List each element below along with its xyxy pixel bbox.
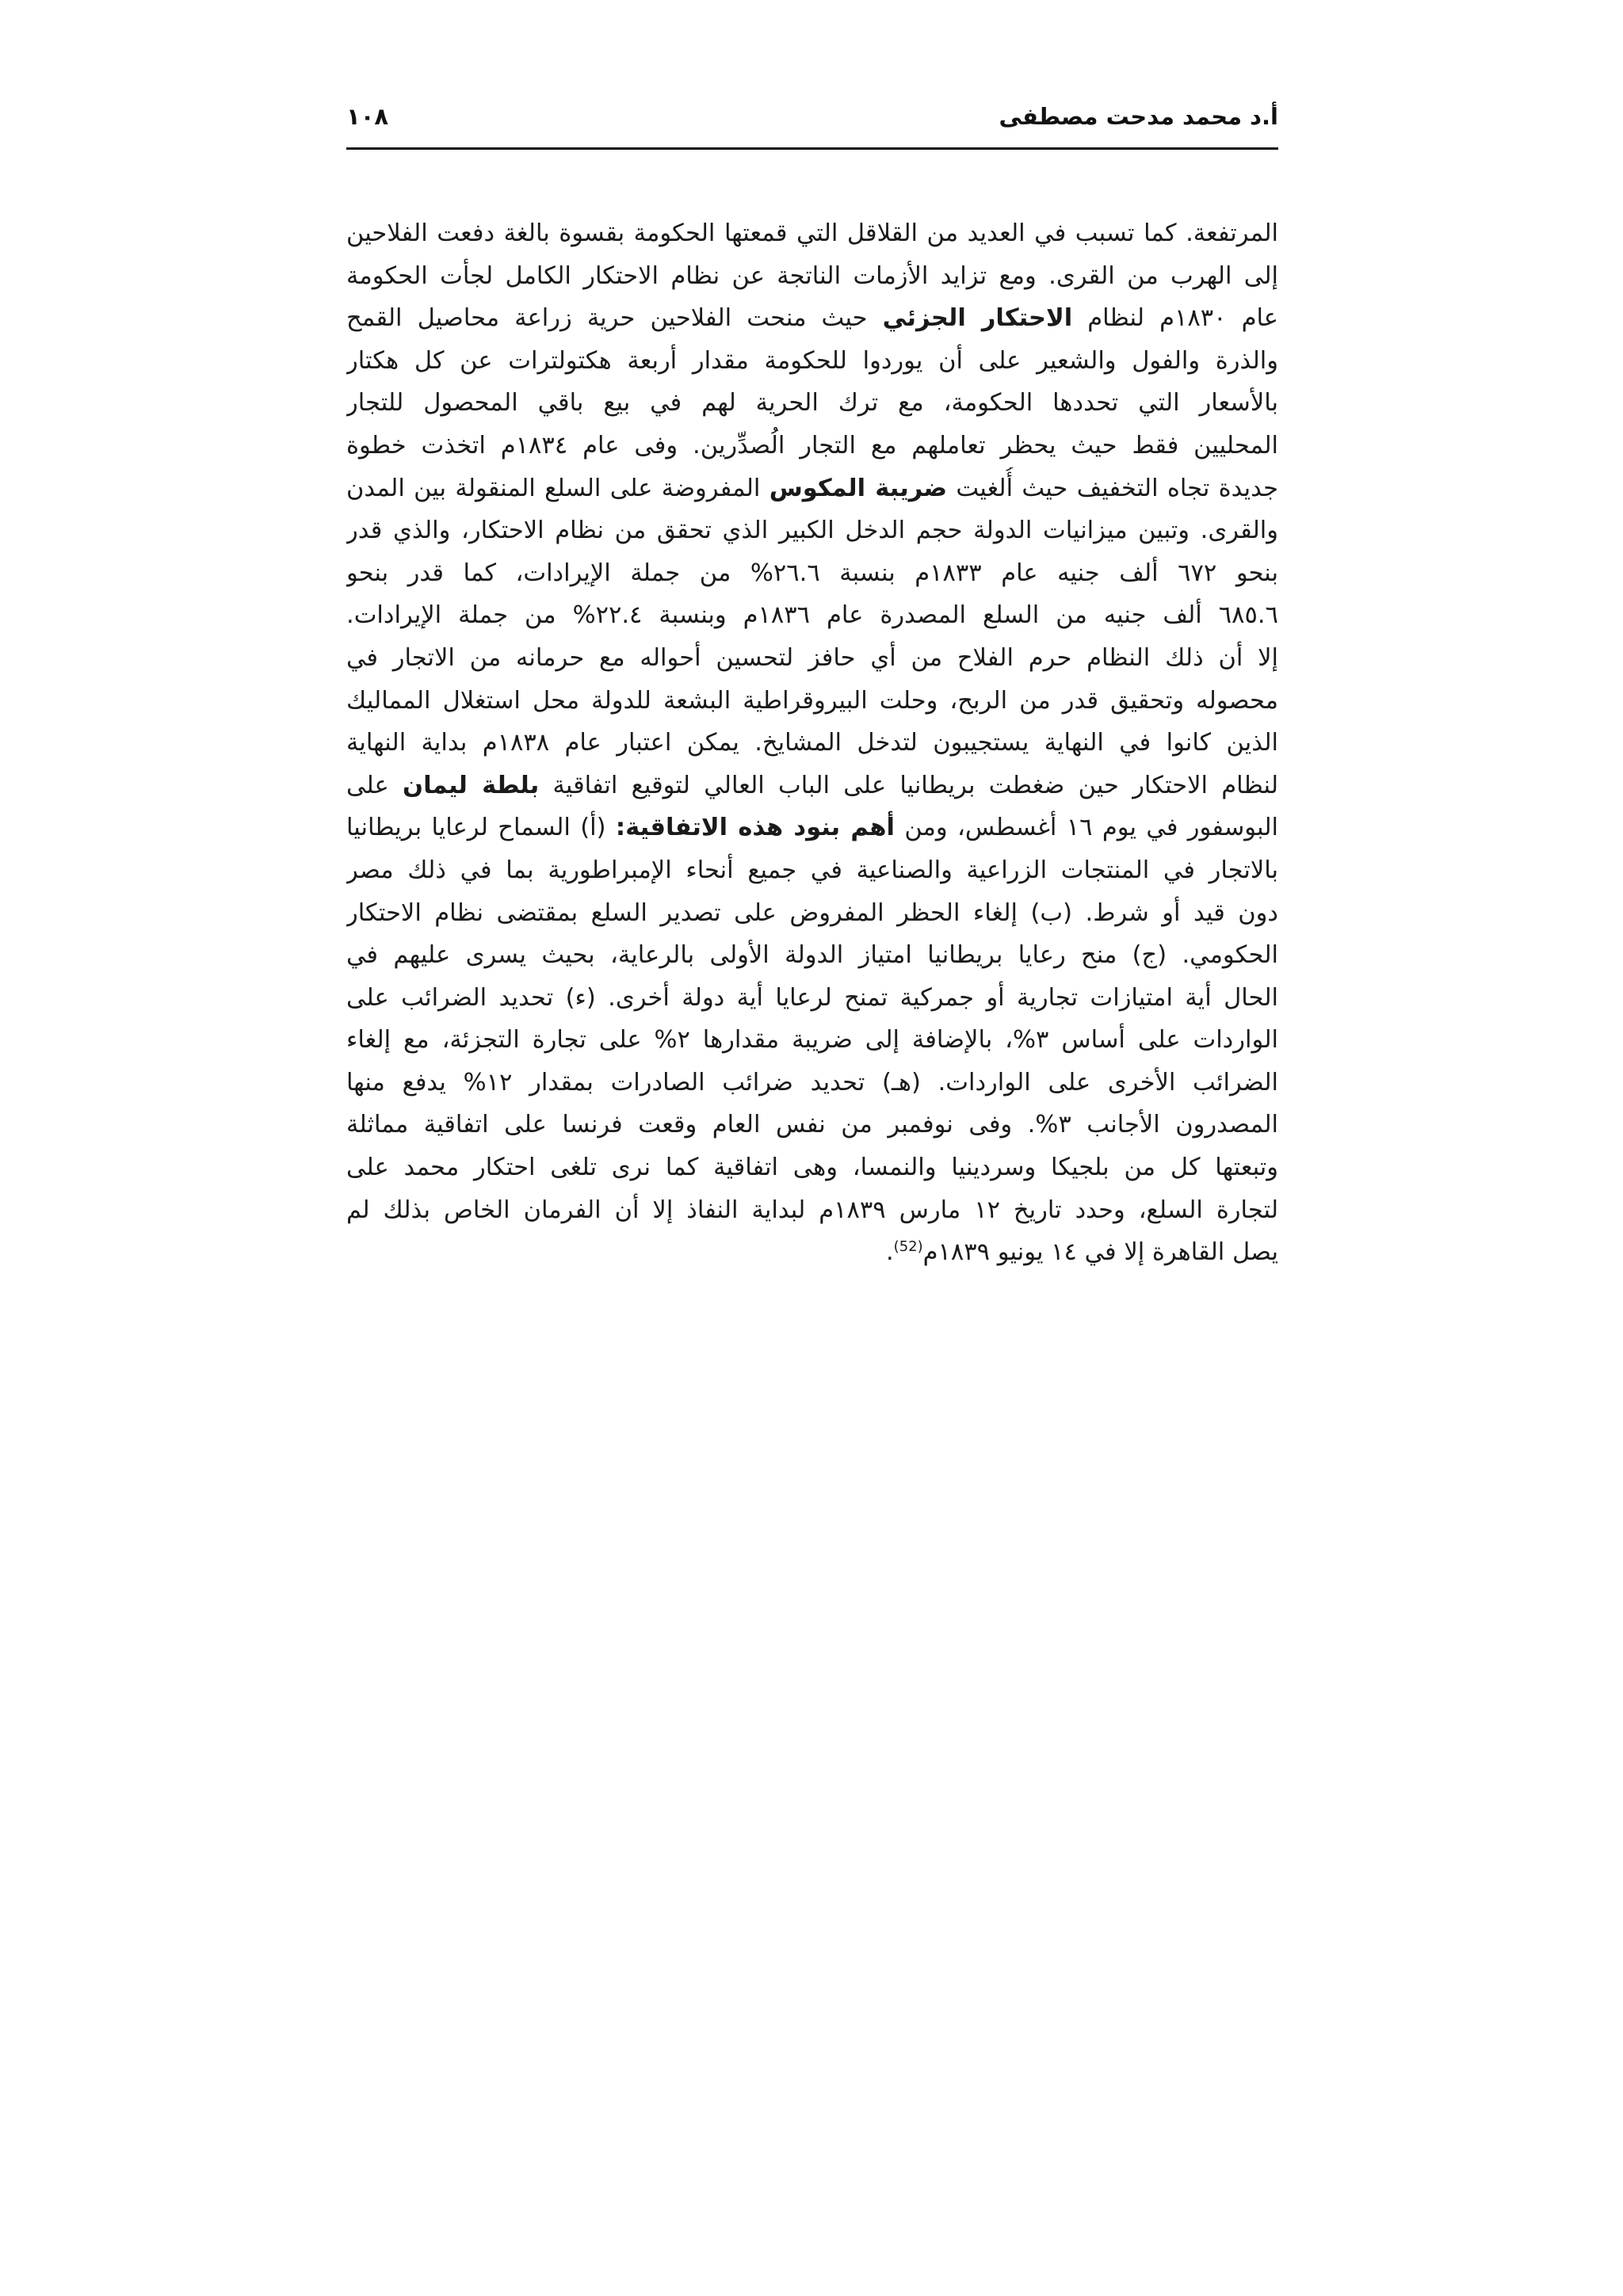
- bold-term: بلطة ليمان: [403, 771, 540, 799]
- text-line: [346, 807, 1278, 849]
- text-line: [346, 1062, 1278, 1104]
- text-run: الحال أية امتيازات تجارية أو جمركية تمنح لرعايا أية دولة أخرى. (ء) تحديد الضرائب على: [346, 983, 1278, 1012]
- bold-term: ضريبة المكوس: [769, 474, 948, 502]
- text-line: [346, 1019, 1278, 1062]
- text-line: [346, 892, 1278, 935]
- page-header: [346, 93, 1278, 144]
- text-line: [346, 425, 1278, 467]
- text-run: لتجارة السلع، وحدد تاريخ ١٢ مارس ١٨٣٩م لبداية النفاذ إلا أن الفرمان الخاص بذلك لم: [346, 1196, 1278, 1224]
- text-run: والذرة والفول والشعير على أن يوردوا للحكومة مقدار أربعة هكتولترات عن كل هكتار: [346, 346, 1278, 375]
- text-run: المرتفعة. كما تسبب في العديد من القلاقل التي قمعتها الحكومة بقسوة بالغة دفعت الفلاحين: [346, 219, 1278, 247]
- text-line: [346, 340, 1278, 383]
- text-line: [346, 382, 1278, 425]
- text-run: الحكومي. (ج) منح رعايا بريطانيا امتياز الدولة الأولى بالرعاية، بحيث يسرى عليهم في: [346, 941, 1278, 970]
- text-run: بنحو ٦٧٢ ألف جنيه عام ١٨٣٣م بنسبة ٢٦.٦% من جملة الإيرادات، كما قدر بنحو: [346, 559, 1278, 587]
- text-run: البوسفور في يوم ١٦ أغسطس، ومن: [894, 814, 1278, 842]
- text-run: الضرائب الأخرى على الواردات. (هـ) تحديد ضرائب الصادرات بمقدار ١٢% يدفع منها: [346, 1068, 1278, 1097]
- text-run: جديدة تجاه التخفيف حيث أُلغيت: [947, 474, 1278, 502]
- text-line: [346, 212, 1278, 255]
- text-line: [346, 637, 1278, 680]
- text-line: [346, 509, 1278, 552]
- text-run: وتبعتها كل من بلجيكا وسردينيا والنمسا، وهى اتفاقية كما نرى تلغى احتكار محمد على: [346, 1154, 1278, 1182]
- bold-term: الاحتكار الجزئي: [882, 304, 1073, 333]
- text-line: [346, 934, 1278, 977]
- text-line: [346, 849, 1278, 892]
- text-run: يصل القاهرة إلا في ١٤ يونيو ١٨٣٩م: [922, 1238, 1278, 1267]
- text-run: الذين كانوا في النهاية يستجيبون لتدخل المشايخ. يمكن اعتبار عام ١٨٣٨م بداية النهاية: [346, 729, 1278, 757]
- text-run: المحليين فقط حيث يحظر تعاملهم مع التجار الُصدِّرين. وفى عام ١٨٣٤م اتخذت خطوة: [346, 431, 1278, 460]
- text-line: [346, 297, 1278, 340]
- text-run: والقرى. وتبين ميزانيات الدولة حجم الدخل الكبير الذي تحقق من نظام الاحتكار، والذي قدر: [346, 517, 1278, 545]
- footnote-marker: (52): [893, 1238, 923, 1256]
- text-line: [346, 1104, 1278, 1146]
- body-text: [346, 212, 1278, 1274]
- running-header-author: أ.د محمد مدحت مصطفى: [999, 103, 1278, 130]
- text-run: بالأسعار التي تحددها الحكومة، مع ترك الحرية لهم في بيع باقي المحصول للتجار: [346, 389, 1278, 418]
- text-run: الواردات على أساس ٣%، بالإضافة إلى ضريبة مقدارها ٢% على تجارة التجزئة، مع إلغاء: [346, 1026, 1278, 1055]
- text-run: المفروضة على السلع المنقولة بين المدن: [346, 474, 769, 502]
- text-run: على: [346, 771, 403, 799]
- text-run: (أ) السماح لرعايا بريطانيا: [346, 814, 616, 842]
- text-line: [346, 977, 1278, 1020]
- text-line: [346, 1189, 1278, 1232]
- text-run: محصوله وتحقيق قدر من الربح، وحلت البيروقراطية البشعة للدولة محل استغلال المماليك: [346, 686, 1278, 715]
- text-line: [346, 1146, 1278, 1189]
- text-line: [346, 594, 1278, 637]
- text-run: إلى الهرب من القرى. ومع تزايد الأزمات الناتجة عن نظام الاحتكار الكامل لجأت الحكومة: [346, 261, 1278, 290]
- text-run: عام ١٨٣٠م لنظام: [1072, 304, 1278, 333]
- text-run: ٦٨٥.٦ ألف جنيه من السلع المصدرة عام ١٨٣٦م وبنسبة ٢٢.٤% من جملة الإيرادات.: [346, 601, 1278, 630]
- bold-term: أهم بنود هذه الاتفاقية:: [615, 814, 895, 842]
- text-line: [346, 255, 1278, 298]
- text-run: المصدرون الأجانب ٣%. وفى نوفمبر من نفس العام وقعت فرنسا على اتفاقية مماثلة: [346, 1111, 1278, 1139]
- text-run: إلا أن ذلك النظام حرم الفلاح من أي حافز لتحسين أحواله مع حرمانه من الاتجار في: [346, 643, 1278, 672]
- header-rule: [346, 147, 1278, 150]
- text-run: دون قيد أو شرط. (ب) إلغاء الحظر المفروض على تصدير السلع بمقتضى نظام الاحتكار: [346, 898, 1278, 927]
- text-line: [346, 1231, 1278, 1274]
- text-run: بالاتجار في المنتجات الزراعية والصناعية في جميع أنحاء الإمبراطورية بما في ذلك مصر: [346, 856, 1278, 884]
- text-run: لنظام الاحتكار حين ضغطت بريطانيا على الباب العالي لتوقيع اتفاقية: [539, 771, 1278, 799]
- text-line: [346, 765, 1278, 807]
- text-line: [346, 680, 1278, 723]
- text-run: .: [885, 1238, 894, 1267]
- text-run: حيث منحت الفلاحين حرية زراعة محاصيل القمح: [346, 304, 883, 333]
- page-number: ١٠٨: [346, 103, 389, 130]
- text-line: [346, 467, 1278, 510]
- text-line: [346, 722, 1278, 765]
- text-line: [346, 552, 1278, 595]
